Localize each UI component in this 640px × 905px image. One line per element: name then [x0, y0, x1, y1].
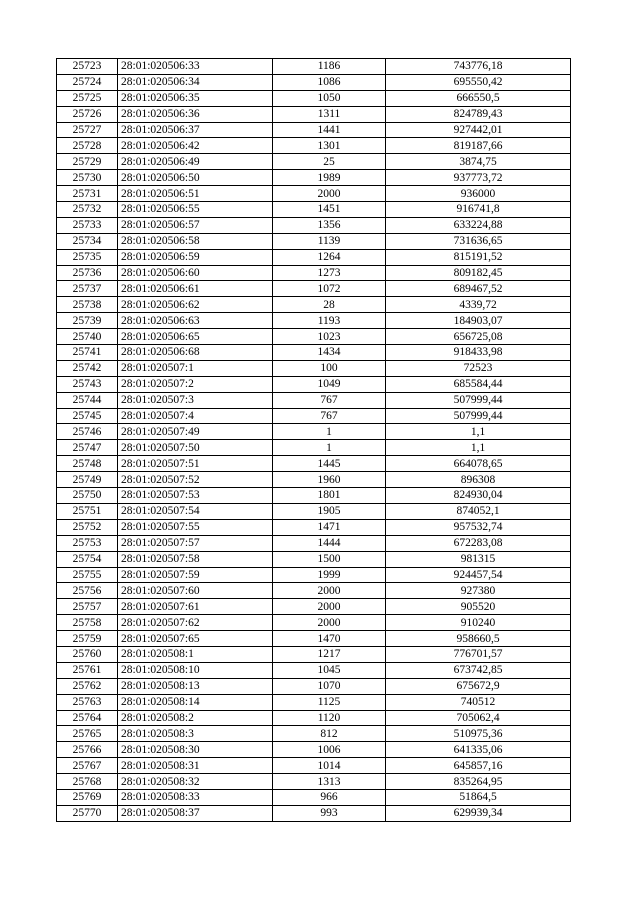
cadastral-value: 731636,65 [386, 233, 571, 249]
cadastral-value: 835264,95 [386, 774, 571, 790]
row-number: 25746 [57, 424, 118, 440]
area-value: 812 [273, 726, 386, 742]
table-row [57, 233, 571, 249]
table-row [57, 376, 571, 392]
cadastral-number: 28:01:020508:2 [118, 710, 273, 726]
cadastral-value: 981315 [386, 551, 571, 567]
area-value: 767 [273, 408, 386, 424]
area-value: 1801 [273, 488, 386, 504]
row-number: 25755 [57, 567, 118, 583]
area-value: 1264 [273, 249, 386, 265]
area-value: 1434 [273, 345, 386, 361]
area-value: 1273 [273, 265, 386, 281]
table-row [57, 456, 571, 472]
cadastral-number: 28:01:020506:33 [118, 59, 273, 75]
area-value: 1 [273, 440, 386, 456]
cadastral-number: 28:01:020506:34 [118, 74, 273, 90]
table-row [57, 742, 571, 758]
cadastral-value: 874052,1 [386, 503, 571, 519]
table-row [57, 360, 571, 376]
row-number: 25752 [57, 519, 118, 535]
table-row [57, 519, 571, 535]
area-value: 100 [273, 360, 386, 376]
row-number: 25729 [57, 154, 118, 170]
table-row [57, 202, 571, 218]
cadastral-number: 28:01:020508:13 [118, 678, 273, 694]
table-row [57, 345, 571, 361]
cadastral-value: 641335,06 [386, 742, 571, 758]
cadastral-number: 28:01:020506:55 [118, 202, 273, 218]
row-number: 25741 [57, 345, 118, 361]
table-row [57, 615, 571, 631]
row-number: 25738 [57, 297, 118, 313]
cadastral-number: 28:01:020507:65 [118, 631, 273, 647]
cadastral-value: 184903,07 [386, 313, 571, 329]
cadastral-number: 28:01:020507:57 [118, 535, 273, 551]
table-row [57, 631, 571, 647]
table-row [57, 122, 571, 138]
table-row [57, 329, 571, 345]
row-number: 25766 [57, 742, 118, 758]
cadastral-value: 689467,52 [386, 281, 571, 297]
area-value: 1125 [273, 694, 386, 710]
area-value: 1070 [273, 678, 386, 694]
cadastral-number: 28:01:020506:59 [118, 249, 273, 265]
cadastral-value: 685584,44 [386, 376, 571, 392]
cadastral-value: 1,1 [386, 440, 571, 456]
cadastral-number: 28:01:020507:50 [118, 440, 273, 456]
area-value: 767 [273, 392, 386, 408]
row-number: 25749 [57, 472, 118, 488]
table-row [57, 424, 571, 440]
cadastral-value: 896308 [386, 472, 571, 488]
cadastral-value: 809182,45 [386, 265, 571, 281]
cadastral-number: 28:01:020507:2 [118, 376, 273, 392]
row-number: 25734 [57, 233, 118, 249]
table-row [57, 440, 571, 456]
row-number: 25754 [57, 551, 118, 567]
table-row [57, 281, 571, 297]
table-row [57, 774, 571, 790]
cadastral-value: 3874,75 [386, 154, 571, 170]
area-value: 2000 [273, 599, 386, 615]
table-row [57, 297, 571, 313]
table-row [57, 583, 571, 599]
row-number: 25735 [57, 249, 118, 265]
cadastral-value: 819187,66 [386, 138, 571, 154]
area-value: 25 [273, 154, 386, 170]
cadastral-value: 743776,18 [386, 59, 571, 75]
row-number: 25737 [57, 281, 118, 297]
cadastral-number: 28:01:020508:33 [118, 789, 273, 805]
table-row [57, 758, 571, 774]
table-row [57, 646, 571, 662]
area-value: 1050 [273, 90, 386, 106]
area-value: 1444 [273, 535, 386, 551]
row-number: 25760 [57, 646, 118, 662]
row-number: 25748 [57, 456, 118, 472]
cadastral-value: 672283,08 [386, 535, 571, 551]
table-row [57, 503, 571, 519]
area-value: 1086 [273, 74, 386, 90]
area-value: 2000 [273, 615, 386, 631]
cadastral-number: 28:01:020508:3 [118, 726, 273, 742]
cadastral-number: 28:01:020508:31 [118, 758, 273, 774]
row-number: 25740 [57, 329, 118, 345]
cadastral-number: 28:01:020506:68 [118, 345, 273, 361]
cadastral-number: 28:01:020507:53 [118, 488, 273, 504]
table-row [57, 488, 571, 504]
row-number: 25723 [57, 59, 118, 75]
cadastral-number: 28:01:020507:61 [118, 599, 273, 615]
area-value: 993 [273, 805, 386, 821]
cadastral-value: 1,1 [386, 424, 571, 440]
cadastral-number: 28:01:020507:4 [118, 408, 273, 424]
cadastral-number: 28:01:020507:51 [118, 456, 273, 472]
cadastral-number: 28:01:020507:52 [118, 472, 273, 488]
table-body [57, 59, 571, 822]
cadastral-value: 664078,65 [386, 456, 571, 472]
cadastral-value: 916741,8 [386, 202, 571, 218]
cadastral-number: 28:01:020507:59 [118, 567, 273, 583]
table-row [57, 74, 571, 90]
area-value: 1471 [273, 519, 386, 535]
cadastral-value: 645857,16 [386, 758, 571, 774]
cadastral-number: 28:01:020506:42 [118, 138, 273, 154]
row-number: 25762 [57, 678, 118, 694]
cadastral-number: 28:01:020508:10 [118, 662, 273, 678]
cadastral-number: 28:01:020506:57 [118, 217, 273, 233]
area-value: 966 [273, 789, 386, 805]
cadastral-value: 957532,74 [386, 519, 571, 535]
row-number: 25753 [57, 535, 118, 551]
row-number: 25763 [57, 694, 118, 710]
table-row [57, 138, 571, 154]
table-row [57, 265, 571, 281]
row-number: 25770 [57, 805, 118, 821]
cadastral-value: 937773,72 [386, 170, 571, 186]
table-row [57, 567, 571, 583]
cadastral-value: 740512 [386, 694, 571, 710]
cadastral-number: 28:01:020506:49 [118, 154, 273, 170]
cadastral-number: 28:01:020506:36 [118, 106, 273, 122]
row-number: 25726 [57, 106, 118, 122]
cadastral-value: 695550,42 [386, 74, 571, 90]
area-value: 1301 [273, 138, 386, 154]
area-value: 1451 [273, 202, 386, 218]
table-row [57, 789, 571, 805]
cadastral-number: 28:01:020506:60 [118, 265, 273, 281]
area-value: 1045 [273, 662, 386, 678]
row-number: 25756 [57, 583, 118, 599]
table-row [57, 170, 571, 186]
cadastral-number: 28:01:020508:14 [118, 694, 273, 710]
row-number: 25759 [57, 631, 118, 647]
table-row [57, 535, 571, 551]
area-value: 1445 [273, 456, 386, 472]
area-value: 1470 [273, 631, 386, 647]
row-number: 25730 [57, 170, 118, 186]
cadastral-number: 28:01:020506:65 [118, 329, 273, 345]
cadastral-value: 776701,57 [386, 646, 571, 662]
cadastral-value: 905520 [386, 599, 571, 615]
area-value: 1500 [273, 551, 386, 567]
cadastral-number: 28:01:020506:37 [118, 122, 273, 138]
table-row [57, 106, 571, 122]
row-number: 25747 [57, 440, 118, 456]
area-value: 1311 [273, 106, 386, 122]
row-number: 25731 [57, 186, 118, 202]
area-value: 1006 [273, 742, 386, 758]
table-row [57, 59, 571, 75]
row-number: 25767 [57, 758, 118, 774]
row-number: 25744 [57, 392, 118, 408]
cadastral-value: 824789,43 [386, 106, 571, 122]
area-value: 2000 [273, 186, 386, 202]
cadastral-number: 28:01:020507:49 [118, 424, 273, 440]
area-value: 1139 [273, 233, 386, 249]
table-row [57, 805, 571, 821]
cadastral-number: 28:01:020506:51 [118, 186, 273, 202]
table-row [57, 408, 571, 424]
area-value: 2000 [273, 583, 386, 599]
area-value: 1217 [273, 646, 386, 662]
row-number: 25728 [57, 138, 118, 154]
table-row [57, 249, 571, 265]
cadastral-number: 28:01:020507:3 [118, 392, 273, 408]
cadastral-value: 507999,44 [386, 408, 571, 424]
cadastral-value: 675672,9 [386, 678, 571, 694]
cadastral-value: 924457,54 [386, 567, 571, 583]
cadastral-number: 28:01:020506:62 [118, 297, 273, 313]
row-number: 25745 [57, 408, 118, 424]
cadastral-value: 918433,98 [386, 345, 571, 361]
area-value: 1441 [273, 122, 386, 138]
cadastral-number: 28:01:020506:63 [118, 313, 273, 329]
cadastral-number: 28:01:020508:32 [118, 774, 273, 790]
row-number: 25757 [57, 599, 118, 615]
area-value: 1072 [273, 281, 386, 297]
row-number: 25724 [57, 74, 118, 90]
cadastral-value: 815191,52 [386, 249, 571, 265]
cadastral-value: 673742,85 [386, 662, 571, 678]
row-number: 25736 [57, 265, 118, 281]
cadastral-number: 28:01:020508:37 [118, 805, 273, 821]
area-value: 1049 [273, 376, 386, 392]
table-row [57, 186, 571, 202]
cadastral-number: 28:01:020506:61 [118, 281, 273, 297]
row-number: 25751 [57, 503, 118, 519]
table-row [57, 154, 571, 170]
area-value: 1356 [273, 217, 386, 233]
area-value: 1960 [273, 472, 386, 488]
cadastral-value: 72523 [386, 360, 571, 376]
cadastral-number: 28:01:020507:60 [118, 583, 273, 599]
cadastral-number: 28:01:020508:1 [118, 646, 273, 662]
table-row [57, 694, 571, 710]
cadastral-value: 633224,88 [386, 217, 571, 233]
area-value: 1313 [273, 774, 386, 790]
row-number: 25764 [57, 710, 118, 726]
cadastral-number: 28:01:020507:62 [118, 615, 273, 631]
area-value: 1989 [273, 170, 386, 186]
row-number: 25743 [57, 376, 118, 392]
row-number: 25769 [57, 789, 118, 805]
cadastral-value-table [56, 58, 571, 822]
table-row [57, 710, 571, 726]
cadastral-value: 927380 [386, 583, 571, 599]
area-value: 28 [273, 297, 386, 313]
table-row [57, 599, 571, 615]
cadastral-value: 656725,08 [386, 329, 571, 345]
row-number: 25732 [57, 202, 118, 218]
cadastral-number: 28:01:020507:58 [118, 551, 273, 567]
area-value: 1186 [273, 59, 386, 75]
cadastral-value: 936000 [386, 186, 571, 202]
cadastral-number: 28:01:020507:55 [118, 519, 273, 535]
area-value: 1193 [273, 313, 386, 329]
area-value: 1999 [273, 567, 386, 583]
row-number: 25742 [57, 360, 118, 376]
table-row [57, 217, 571, 233]
cadastral-value: 4339,72 [386, 297, 571, 313]
row-number: 25750 [57, 488, 118, 504]
area-value: 1023 [273, 329, 386, 345]
cadastral-value: 666550,5 [386, 90, 571, 106]
table-row [57, 392, 571, 408]
cadastral-value: 958660,5 [386, 631, 571, 647]
table-row [57, 662, 571, 678]
row-number: 25739 [57, 313, 118, 329]
row-number: 25768 [57, 774, 118, 790]
cadastral-value: 927442,01 [386, 122, 571, 138]
cadastral-number: 28:01:020506:50 [118, 170, 273, 186]
cadastral-value: 51864,5 [386, 789, 571, 805]
table-row [57, 551, 571, 567]
table-row [57, 313, 571, 329]
table-row [57, 472, 571, 488]
row-number: 25765 [57, 726, 118, 742]
cadastral-number: 28:01:020506:58 [118, 233, 273, 249]
table-row [57, 726, 571, 742]
cadastral-value: 507999,44 [386, 392, 571, 408]
row-number: 25761 [57, 662, 118, 678]
cadastral-number: 28:01:020507:1 [118, 360, 273, 376]
cadastral-value: 910240 [386, 615, 571, 631]
cadastral-number: 28:01:020507:54 [118, 503, 273, 519]
table-row [57, 90, 571, 106]
row-number: 25725 [57, 90, 118, 106]
area-value: 1014 [273, 758, 386, 774]
cadastral-value: 705062,4 [386, 710, 571, 726]
cadastral-number: 28:01:020506:35 [118, 90, 273, 106]
cadastral-value: 510975,36 [386, 726, 571, 742]
cadastral-value: 824930,04 [386, 488, 571, 504]
table-row [57, 678, 571, 694]
row-number: 25758 [57, 615, 118, 631]
row-number: 25733 [57, 217, 118, 233]
cadastral-number: 28:01:020508:30 [118, 742, 273, 758]
cadastral-value: 629939,34 [386, 805, 571, 821]
area-value: 1 [273, 424, 386, 440]
area-value: 1120 [273, 710, 386, 726]
area-value: 1905 [273, 503, 386, 519]
row-number: 25727 [57, 122, 118, 138]
